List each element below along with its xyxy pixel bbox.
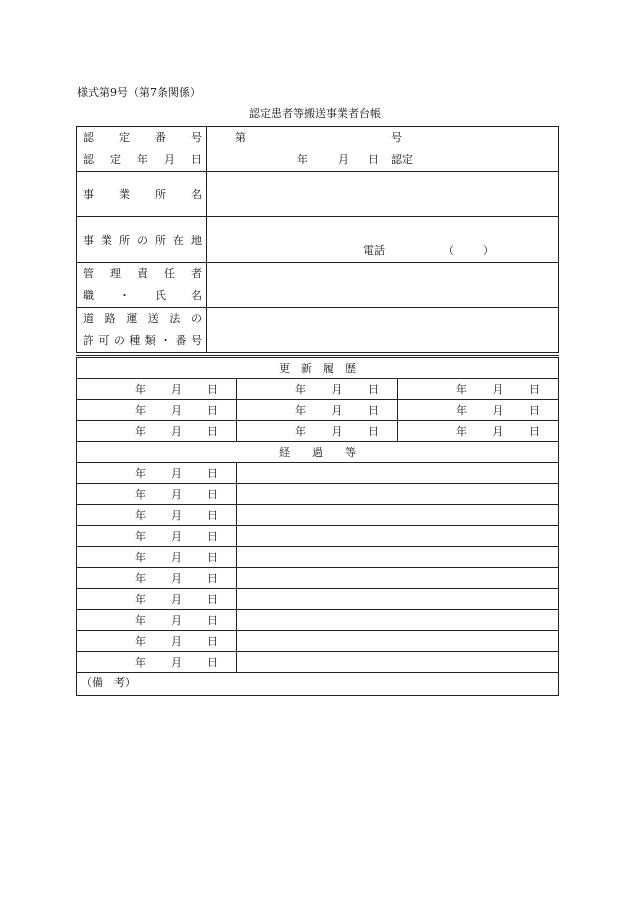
day-label: 日	[368, 404, 379, 417]
date-parts	[77, 633, 236, 649]
day-label: 日	[207, 467, 218, 480]
label-char: 定	[119, 131, 130, 144]
label-char: 種	[129, 334, 141, 347]
date-parts	[77, 612, 236, 628]
month-label: 月	[171, 509, 182, 522]
cert-value-cell[interactable]	[207, 127, 559, 172]
month-label: 月	[331, 404, 343, 417]
month-label: 月	[171, 656, 182, 669]
document-title: 認定患者等搬送事業者台帳	[249, 107, 381, 120]
progress-row	[77, 505, 559, 526]
cert-number-suffix: 号	[391, 131, 402, 144]
label-char: 業	[101, 233, 112, 247]
phone-label: 電話	[363, 244, 385, 257]
permit-row	[77, 308, 559, 353]
date-parts	[398, 402, 558, 418]
progress-note-cell[interactable]	[237, 652, 559, 673]
cert-number-label	[83, 127, 202, 149]
day-label: 日	[368, 383, 379, 396]
day-label: 日	[207, 383, 218, 396]
date-parts	[77, 381, 236, 397]
manager-row	[77, 263, 559, 308]
date-parts	[77, 486, 236, 502]
month-label: 月	[171, 551, 182, 564]
label-char: 所	[119, 233, 130, 247]
progress-row	[77, 652, 559, 673]
progress-row	[77, 547, 559, 568]
date-parts	[77, 465, 236, 481]
label-char: 氏	[155, 289, 166, 302]
day-label: 日	[207, 404, 218, 417]
renewal-date-cell[interactable]	[77, 421, 237, 442]
renewal-date-cell[interactable]	[398, 400, 559, 421]
label-char: 職	[83, 289, 94, 302]
cert-number-line	[207, 127, 558, 149]
day-label: 日	[207, 656, 218, 669]
label-char: 月	[164, 153, 175, 166]
progress-row	[77, 631, 559, 652]
progress-note-cell[interactable]	[237, 568, 559, 589]
year-label: 年	[135, 572, 146, 585]
day-label: 日	[207, 593, 218, 606]
renewal-rows	[77, 379, 559, 442]
permit-field[interactable]	[207, 308, 559, 353]
progress-date-cell[interactable]	[77, 463, 237, 484]
date-parts	[398, 423, 558, 439]
day-label: 日	[207, 635, 218, 648]
cert-number-prefix: 第	[235, 131, 246, 144]
form-number-label: 様式第9号（第7条関係）	[77, 86, 201, 99]
label-char: 号	[191, 131, 202, 144]
label-char: ・	[119, 289, 130, 302]
progress-date-cell[interactable]	[77, 505, 237, 526]
renewal-date-cell[interactable]	[237, 379, 398, 400]
month-label: 月	[171, 530, 182, 543]
year-label: 年	[135, 383, 146, 396]
label-char: 可	[98, 334, 110, 347]
year-label: 年	[295, 383, 306, 396]
renewal-date-cell[interactable]	[398, 379, 559, 400]
year-label: 年	[456, 425, 467, 438]
day-label: 日	[207, 551, 218, 564]
date-parts	[77, 570, 236, 586]
label-char: 類	[144, 334, 156, 347]
label-char: 事	[83, 233, 94, 247]
date-parts	[237, 402, 397, 418]
cert-date-month: 月	[338, 153, 349, 166]
progress-date-cell[interactable]	[77, 610, 237, 631]
day-label: 日	[207, 488, 218, 501]
label-char: 番	[155, 131, 166, 144]
label-char: 業	[119, 188, 130, 201]
day-label: 日	[529, 383, 540, 396]
day-label: 日	[207, 509, 218, 522]
cert-label-cell	[77, 127, 207, 172]
business-name-label	[77, 172, 207, 217]
progress-row	[77, 526, 559, 547]
address-field[interactable]	[207, 217, 559, 263]
progress-row	[77, 568, 559, 589]
year-label: 年	[135, 656, 146, 669]
progress-date-cell[interactable]	[77, 652, 237, 673]
label-char: 名	[191, 289, 202, 302]
month-label: 月	[171, 467, 182, 480]
remarks-cell[interactable]	[77, 673, 559, 696]
label-char: の	[137, 233, 148, 247]
progress-note-cell[interactable]	[237, 505, 559, 526]
renewal-date-cell[interactable]	[237, 400, 398, 421]
manager-label	[77, 263, 207, 308]
date-parts	[237, 423, 397, 439]
renewal-row	[77, 379, 559, 400]
year-label: 年	[295, 404, 306, 417]
progress-rows	[77, 463, 559, 673]
date-parts	[77, 654, 236, 670]
label-char: 在	[173, 233, 184, 247]
label-char: 所	[155, 233, 166, 247]
label-char: 事	[83, 188, 94, 201]
progress-note-cell[interactable]	[237, 610, 559, 631]
month-label: 月	[171, 572, 182, 585]
cert-date-year: 年	[297, 153, 308, 166]
month-label: 月	[492, 383, 504, 396]
month-label: 月	[171, 593, 182, 606]
cert-date-label	[83, 149, 202, 171]
label-char: 日	[191, 153, 202, 166]
address-row	[77, 217, 559, 263]
label-char: 号	[190, 334, 202, 347]
progress-date-cell[interactable]	[77, 547, 237, 568]
business-name-field[interactable]	[207, 172, 559, 217]
renewal-row	[77, 400, 559, 421]
year-label: 年	[135, 404, 146, 417]
cert-date-suffix: 認定	[391, 153, 413, 166]
label-char: 名	[191, 188, 202, 201]
label-char: の	[190, 312, 202, 325]
progress-row	[77, 463, 559, 484]
label-char: 許	[83, 334, 94, 347]
progress-note-cell[interactable]	[237, 463, 559, 484]
progress-date-cell[interactable]	[77, 631, 237, 652]
renewal-header: 更 新 履 歴	[77, 357, 559, 379]
label-char: 定	[110, 153, 121, 166]
label-char: 路	[104, 312, 116, 325]
renewal-date-cell[interactable]	[237, 421, 398, 442]
renewal-date-cell[interactable]	[77, 400, 237, 421]
progress-note-cell[interactable]	[237, 484, 559, 505]
progress-row	[77, 610, 559, 631]
label-char: ・	[160, 334, 172, 347]
month-label: 月	[171, 383, 182, 396]
progress-note-cell[interactable]	[237, 631, 559, 652]
date-parts	[77, 549, 236, 565]
year-label: 年	[135, 551, 146, 564]
progress-row	[77, 484, 559, 505]
label-char: 責	[137, 267, 148, 280]
year-label: 年	[135, 488, 146, 501]
remarks-row	[77, 673, 559, 696]
remarks-label: （備 考）	[81, 676, 136, 689]
label-char: の	[113, 334, 125, 347]
year-label: 年	[135, 509, 146, 522]
progress-date-cell[interactable]	[77, 526, 237, 547]
year-label: 年	[135, 614, 146, 627]
history-table	[76, 355, 559, 696]
month-label: 月	[171, 404, 182, 417]
label-char: 運	[126, 312, 138, 325]
progress-date-cell[interactable]	[77, 484, 237, 505]
label-char: 認	[83, 131, 94, 144]
cert-date-day: 日	[368, 153, 379, 166]
day-label: 日	[207, 572, 218, 585]
month-label: 月	[492, 425, 504, 438]
business-name-row	[77, 172, 559, 217]
label-char: 認	[83, 153, 94, 166]
date-parts	[77, 528, 236, 544]
info-table	[76, 126, 559, 353]
day-label: 日	[368, 425, 379, 438]
renewal-row	[77, 421, 559, 442]
progress-header: 経 過 等	[77, 442, 559, 463]
progress-header-row	[77, 442, 559, 463]
manager-field[interactable]	[207, 263, 559, 308]
date-parts	[398, 381, 558, 397]
year-label: 年	[135, 467, 146, 480]
year-label: 年	[135, 635, 146, 648]
progress-note-cell[interactable]	[237, 526, 559, 547]
phone-paren-close: ）	[483, 244, 494, 257]
cert-row	[77, 127, 559, 172]
year-label: 年	[295, 425, 306, 438]
month-label: 月	[171, 488, 182, 501]
progress-note-cell[interactable]	[237, 589, 559, 610]
label-char: 番	[175, 334, 187, 347]
progress-note-cell[interactable]	[237, 547, 559, 568]
label-char: 者	[191, 267, 202, 280]
month-label: 月	[492, 404, 504, 417]
address-label	[77, 217, 207, 263]
label-char: 理	[110, 267, 121, 280]
phone-paren-open: （	[443, 244, 454, 257]
day-label: 日	[529, 425, 540, 438]
day-label: 日	[529, 404, 540, 417]
day-label: 日	[207, 425, 218, 438]
year-label: 年	[135, 530, 146, 543]
label-char: 任	[164, 267, 175, 280]
progress-date-cell[interactable]	[77, 568, 237, 589]
label-char: 法	[169, 312, 181, 325]
label-char: 道	[83, 312, 94, 325]
progress-date-cell[interactable]	[77, 589, 237, 610]
day-label: 日	[207, 530, 218, 543]
year-label: 年	[456, 404, 467, 417]
month-label: 月	[331, 425, 343, 438]
year-label: 年	[135, 425, 146, 438]
cert-date-line	[207, 149, 558, 171]
permit-label	[77, 308, 207, 353]
label-char: 送	[147, 312, 159, 325]
renewal-date-cell[interactable]	[398, 421, 559, 442]
date-parts	[77, 591, 236, 607]
label-char: 年	[137, 153, 148, 166]
date-parts	[77, 507, 236, 523]
date-parts	[237, 381, 397, 397]
label-char: 所	[155, 188, 166, 201]
month-label: 月	[171, 425, 182, 438]
month-label: 月	[171, 614, 182, 627]
year-label: 年	[135, 593, 146, 606]
day-label: 日	[207, 614, 218, 627]
month-label: 月	[171, 635, 182, 648]
label-char: 管	[83, 267, 94, 280]
date-parts	[77, 423, 236, 439]
renewal-header-row	[77, 357, 559, 379]
year-label: 年	[456, 383, 467, 396]
month-label: 月	[331, 383, 343, 396]
date-parts	[77, 402, 236, 418]
renewal-date-cell[interactable]	[77, 379, 237, 400]
progress-row	[77, 589, 559, 610]
label-char: 地	[191, 233, 202, 247]
